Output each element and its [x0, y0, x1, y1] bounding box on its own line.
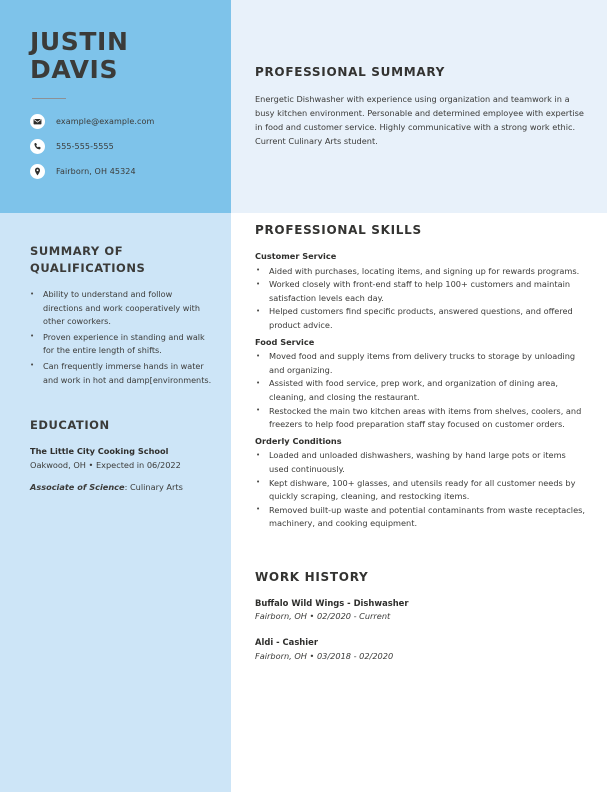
first-name: JUSTIN [30, 27, 129, 56]
contact-phone-text: 555-555-5555 [56, 141, 114, 151]
section-professional-skills [255, 222, 587, 531]
skills-group-food-service [255, 336, 587, 432]
skills-list [255, 449, 587, 531]
contact-location-text: Fairborn, OH 45324 [56, 166, 136, 176]
skills-list [255, 350, 587, 432]
list-item: • Assisted with food service, prep work, and organization of dining area, cleaning, and closing the restaurant. [255, 377, 587, 404]
list-item: • Aided with purchases, locating items, and signing up for rewards programs. [255, 265, 587, 279]
contact-email-text: example@example.com [56, 116, 155, 126]
skills-list [255, 265, 587, 333]
education-entry [30, 445, 213, 494]
main-content [255, 0, 587, 675]
professional-skills-heading: PROFESSIONAL SKILLS [255, 223, 422, 237]
skills-subheading: Food Service [255, 336, 315, 347]
list-item: • Removed built-up waste and potential contaminants from waste receptacles, machinery, and cooking equipment. [255, 504, 587, 531]
professional-summary-heading: PROFESSIONAL SUMMARY [255, 65, 446, 79]
list-item: • Ability to understand and follow directions and work cooperatively with other coworkers. [30, 288, 213, 329]
skills-group-orderly-conditions [255, 435, 587, 531]
list-item: • Worked closely with front-end staff to help 100+ customers and maintain satisfaction levels each day. [255, 278, 587, 305]
professional-summary-text: Energetic Dishwasher with experience using organization and teamwork in a busy kitchen environment. Personable and determined employee with expertise in food and customer service. Highly communicative with a strong work ethic. Current Culinary Arts student. [255, 94, 584, 146]
skills-group-customer-service [255, 250, 587, 333]
education-meta: Oakwood, OH • Expected in 06/2022 [30, 459, 181, 470]
section-professional-summary [255, 64, 587, 148]
work-history-heading: WORK HISTORY [255, 569, 369, 584]
qualifications-list [30, 288, 213, 387]
contact-list [30, 114, 211, 179]
education-school: The Little City Cooking School [30, 446, 169, 457]
list-item: • Kept dishware, 100+ glasses, and utensils ready for all customer needs by quickly scraping, cleaning, and restocking items. [255, 477, 587, 504]
contact-item-phone[interactable] [30, 139, 211, 154]
phone-icon [30, 139, 45, 154]
list-item: • Moved food and supply items from delivery trucks to storage by unloading and organizing. [255, 350, 587, 377]
list-item: • Helped customers find specific products, answered questions, and offered product advice. [255, 305, 587, 332]
list-item: • Loaded and unloaded dishwashers, washing by hand large pots or items used continuously. [255, 449, 587, 476]
header-name-block [0, 0, 231, 213]
education-heading: EDUCATION [30, 418, 110, 433]
education-degree-rest: : Culinary Arts [124, 481, 183, 492]
list-item: • Proven experience in standing and walk for the entire length of shifts. [30, 331, 213, 358]
education-degree-name: Associate of Science [30, 481, 125, 492]
education-degree [30, 481, 213, 494]
location-pin-icon [30, 164, 45, 179]
list-item: • Restocked the main two kitchen areas with items from shelves, coolers, and freezers to help food preparation staff stay focused on customer orders. [255, 405, 587, 432]
contact-item-location[interactable] [30, 164, 211, 179]
skills-subheading: Orderly Conditions [255, 435, 342, 446]
last-name: DAVIS [30, 55, 119, 84]
skills-subheading: Customer Service [255, 251, 337, 261]
job-title: Aldi - Cashier [255, 637, 318, 648]
job-meta: Fairborn, OH • 03/2018 - 02/2020 [255, 650, 394, 661]
job-title: Buffalo Wild Wings - Dishwasher [255, 597, 409, 608]
candidate-name [30, 28, 211, 84]
sidebar-section-education [30, 417, 213, 494]
job-meta: Fairborn, OH • 02/2020 - Current [255, 611, 391, 622]
sidebar-content [0, 213, 231, 505]
name-divider [32, 98, 66, 99]
list-item: • Can frequently immerse hands in water and work in hot and damp[environments. [30, 360, 213, 387]
work-history-entry [255, 636, 587, 663]
sidebar-section-qualifications [30, 243, 213, 387]
section-work-history [255, 569, 587, 663]
work-history-entry [255, 597, 587, 624]
envelope-icon [30, 114, 45, 129]
contact-item-email[interactable] [30, 114, 211, 129]
qualifications-heading: SUMMARY OF QUALIFICATIONS [30, 244, 146, 275]
